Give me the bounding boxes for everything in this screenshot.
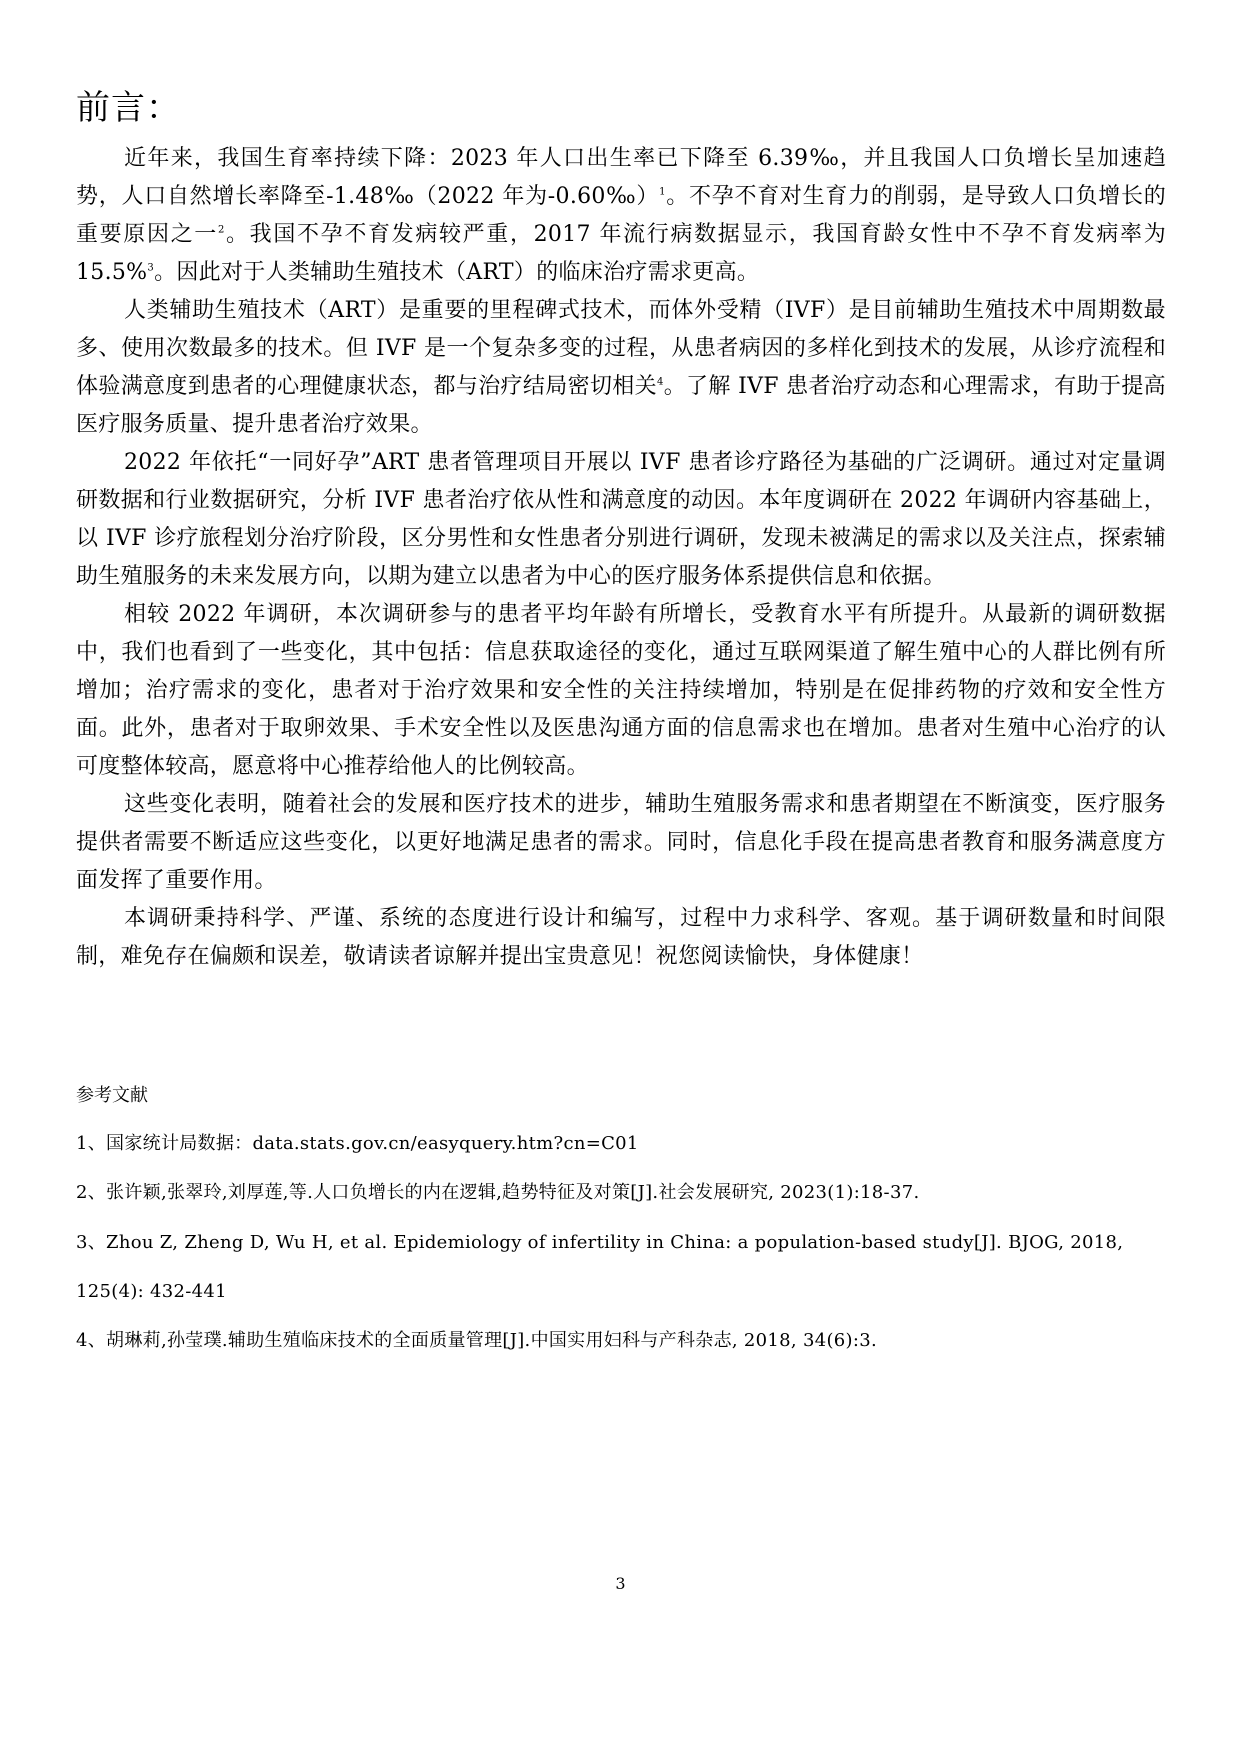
paragraph-1-text-4: 。因此对于人类辅助生殖技术（ART）的临床治疗需求更高。: [154, 260, 760, 285]
paragraph-1-text-3: 。我国不孕不育发病较严重，2017 年流行病数据显示，我国育龄女性中不孕不育发病率为 15.5%: [76, 222, 1166, 285]
page-number: 3: [615, 1574, 626, 1593]
paragraph-6: 本调研秉持科学、严谨、系统的态度进行设计和编写，过程中力求科学、客观。基于调研数量和时间限制，难免存在偏颇和误差，敬请读者谅解并提出宝贵意见！祝您阅读愉快，身体健康！: [76, 906, 1166, 969]
paragraph-2-text-2: 。了解 IVF 患者治疗动态和心理需求，有助于提高医疗服务质量、提升患者治疗效果。: [76, 374, 1166, 437]
paragraph-1-text-1: 近年来，我国生育率持续下降：2023 年人口出生率已下降至 6.39‰，并且我国人口负增长呈加速趋势，人口自然增长率降至-1.48‰（2022 年为-0.60‰）: [76, 146, 1166, 209]
reference-item-2: 2、张许颖,张翠玲,刘厚莲,等.人口负增长的内在逻辑,趋势特征及对策[J].社会发展研究, 2023(1):18-37.: [76, 1182, 920, 1203]
paragraph-4: 相较 2022 年调研，本次调研参与的患者平均年龄有所增长，受教育水平有所提升。从最新的调研数据中，我们也看到了一些变化，其中包括：信息获取途径的变化，通过互联网渠道了解生殖中心的人群比例有所增加；治疗需求的变化，患者对于治疗效果和安全性的关注持续增加，特别是在促排药物的疗效和安全性方面。此外，患者对于取卵效果、手术安全性以及医患沟通方面的信息需求也在增加。患者对生殖中心治疗的认可度整体较高，愿意将中心推荐给他人的比例较高。: [76, 602, 1166, 779]
preface-body: [76, 140, 1166, 976]
reference-item-4: 4、胡琳莉,孙莹璞.辅助生殖临床技术的全面质量管理[J].中国实用妇科与产科杂志, 2018, 34(6):3.: [76, 1330, 878, 1351]
references-title: 参考文献: [76, 1085, 148, 1106]
citation-2: 2: [217, 224, 225, 236]
reference-item-1: 1、国家统计局数据：data.stats.gov.cn/easyquery.htm?cn=C01: [76, 1133, 639, 1154]
references-list: [76, 1130, 1166, 1376]
paragraph-1-text-2: 。不孕不育对生育力的削弱，是导致人口负增长的重要原因之一: [76, 184, 1166, 247]
page-heading: 前言：: [76, 88, 181, 128]
reference-item-3: 3、Zhou Z, Zheng D, Wu H, et al. Epidemiology of infertility in China: a population-based study[J]. BJOG, 2018, 125(4): 432-441: [76, 1232, 1124, 1302]
citation-4: 4: [656, 376, 664, 388]
paragraph-2: [76, 292, 1166, 444]
paragraph-1: [76, 140, 1166, 292]
paragraph-2-text-1: 人类辅助生殖技术（ART）是重要的里程碑式技术，而体外受精（IVF）是目前辅助生殖技术中周期数最多、使用次数最多的技术。但 IVF 是一个复杂多变的过程，从患者病因的多样化到技术的发展，从诊疗流程和体验满意度到患者的心理健康状态，都与治疗结局密切相关: [76, 298, 1166, 399]
paragraph-5: 这些变化表明，随着社会的发展和医疗技术的进步，辅助生殖服务需求和患者期望在不断演变，医疗服务提供者需要不断适应这些变化，以更好地满足患者的需求。同时，信息化手段在提高患者教育和服务满意度方面发挥了重要作用。: [76, 792, 1166, 893]
citation-3: 3: [147, 262, 155, 274]
citation-1: 1: [659, 186, 666, 198]
paragraph-3: 2022 年依托“一同好孕”ART 患者管理项目开展以 IVF 患者诊疗路径为基础的广泛调研。通过对定量调研数据和行业数据研究，分析 IVF 患者治疗依从性和满意度的动因。本年度调研在 2022 年调研内容基础上，以 IVF 诊疗旅程划分治疗阶段，区分男性和女性患者分别进行调研，发现未被满足的需求以及关注点，探索辅助生殖服务的未来发展方向，以期为建立以患者为中心的医疗服务体系提供信息和依据。: [76, 450, 1166, 589]
